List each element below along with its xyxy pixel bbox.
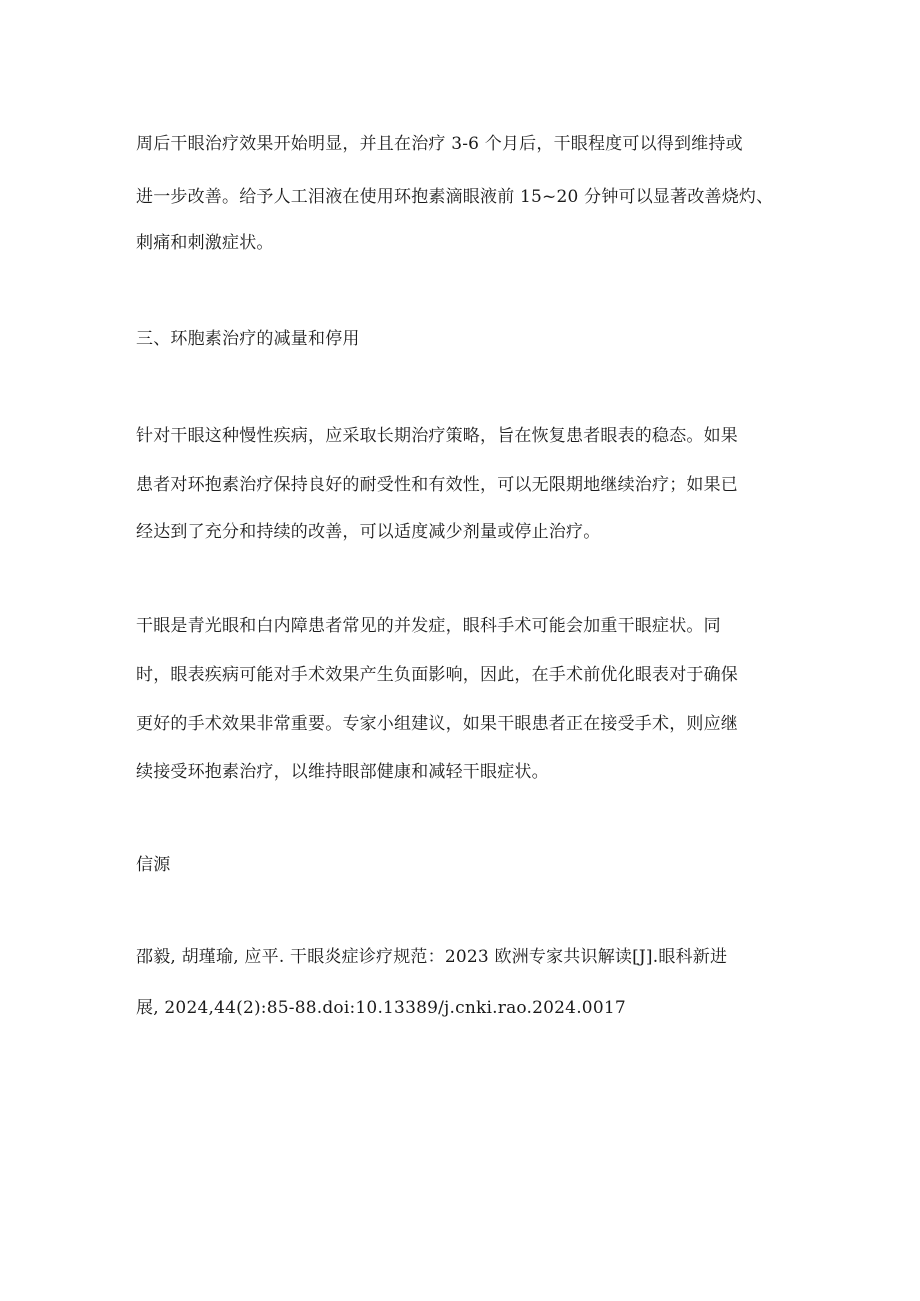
paragraph-1-line-3: 刺痛和刺激症状。 [136,233,274,253]
citation-line-2: 展, 2024,44(2):85-88.doi:10.13389/j.cnki.rao.2024.0017 [136,998,626,1018]
section-heading: 三、环胞素治疗的减量和停用 [136,329,360,349]
paragraph-3-line-3: 更好的手术效果非常重要。专家小组建议，如果干眼患者正在接受手术，则应继 [136,714,738,734]
citation-line-1: 邵毅, 胡瑾瑜, 应平. 干眼炎症诊疗规范：2023 欧洲专家共识解读[J].眼科新进 [136,947,728,967]
paragraph-2-line-2: 患者对环抱素治疗保持良好的耐受性和有效性，可以无限期地继续治疗；如果已 [136,475,738,495]
paragraph-1-line-1: 周后干眼治疗效果开始明显，并且在治疗 3-6 个月后，干眼程度可以得到维持或 [136,134,743,154]
source-heading: 信源 [136,855,171,875]
paragraph-2-line-1: 针对干眼这种慢性疾病，应采取长期治疗策略，旨在恢复患者眼表的稳态。如果 [136,426,738,446]
paragraph-1-line-2: 进一步改善。给予人工泪液在使用环抱素滴眼液前 15~20 分钟可以显著改善烧灼、 [136,187,774,207]
paragraph-2-line-3: 经达到了充分和持续的改善，可以适度减少剂量或停止治疗。 [136,522,601,542]
paragraph-3-line-1: 干眼是青光眼和白内障患者常见的并发症，眼科手术可能会加重干眼症状。同 [136,616,721,636]
paragraph-3-line-2: 时，眼表疾病可能对手术效果产生负面影响，因此，在手术前优化眼表对于确保 [136,665,738,685]
paragraph-3-line-4: 续接受环抱素治疗，以维持眼部健康和减轻干眼症状。 [136,762,549,782]
